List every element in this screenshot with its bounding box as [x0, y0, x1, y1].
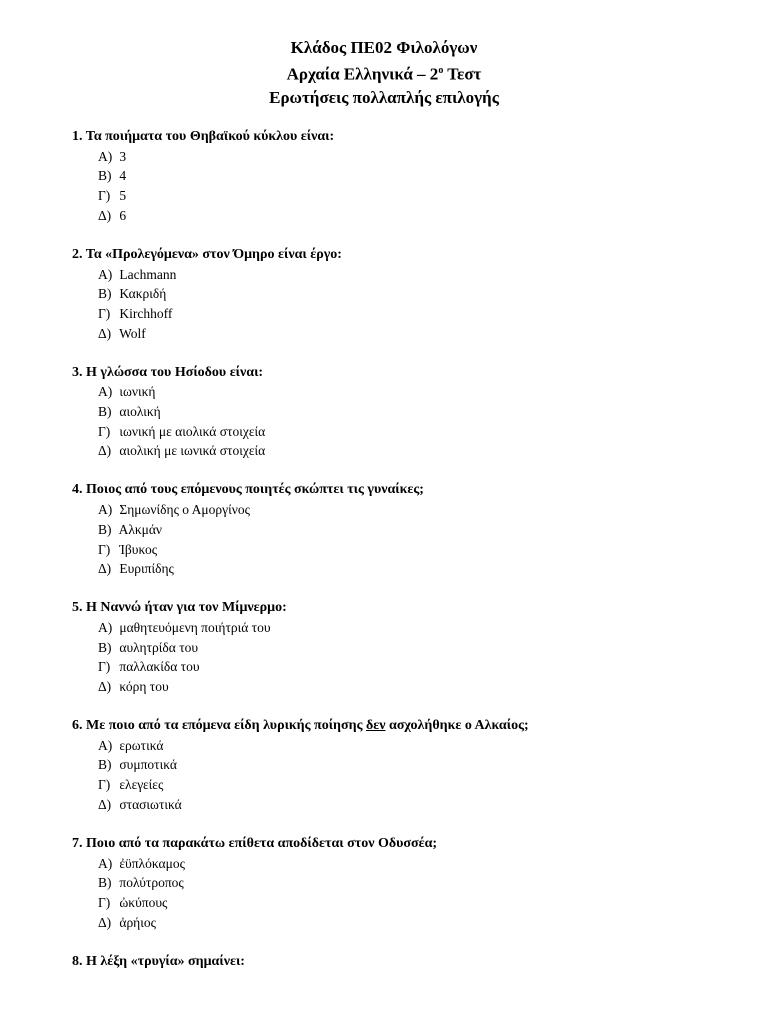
question-title-start: 6. Με ποιο από τα επόμενα είδη λυρικής ποίησης	[72, 718, 366, 734]
option-d	[72, 441, 712, 461]
option-b	[72, 873, 712, 893]
option-text: Lachmann	[119, 266, 177, 282]
option-a	[72, 854, 712, 874]
question-title: 5. Η Ναννώ ήταν για τον Μίμνερμο:	[72, 600, 287, 616]
option-text: ερωτικά	[119, 737, 164, 753]
option-text: 6	[119, 207, 127, 223]
question-5	[72, 598, 712, 697]
option-text: παλλακίδα του	[119, 659, 200, 675]
option-d	[72, 206, 712, 226]
question-list	[72, 127, 712, 991]
question-title: 3. Η γλώσσα του Ησίοδου είναι:	[72, 364, 264, 380]
option-b	[72, 402, 712, 422]
question-4	[72, 480, 712, 579]
question-8	[72, 952, 712, 972]
option-letter: Γ)	[98, 188, 111, 204]
option-letter: Δ)	[98, 561, 112, 577]
option-letter: Β)	[98, 168, 112, 184]
option-c	[72, 775, 712, 795]
header-test-title-main: Αρχαία Ελληνικά – 2	[286, 64, 439, 84]
option-text: ιωνική με αιολικά στοιχεία	[119, 423, 266, 439]
option-c	[72, 540, 712, 560]
option-text: αιολική	[119, 404, 161, 420]
option-b	[72, 638, 712, 658]
option-text: αυλητρίδα του	[119, 639, 199, 655]
option-letter: Δ)	[98, 207, 112, 223]
question-title: 2. Τα «Προλεγόμενα» στον Όμηρο είναι έργο:	[72, 246, 342, 262]
option-letter: Γ)	[98, 305, 111, 321]
question-3	[72, 363, 712, 462]
option-text: ἐϋπλόκαμος	[119, 855, 185, 871]
option-letter: Δ)	[98, 796, 112, 812]
header-department: Κλάδος ΠΕ02 Φιλολόγων	[290, 38, 478, 57]
option-letter: Γ)	[98, 541, 111, 557]
option-letter: Β)	[98, 757, 112, 773]
question-title: 8. Η λέξη «τρυγία» σημαίνει:	[72, 953, 245, 969]
option-c	[72, 304, 712, 324]
option-text: 3	[119, 148, 127, 164]
option-b	[72, 284, 712, 304]
option-a	[72, 736, 712, 756]
option-letter: Β)	[98, 639, 112, 655]
option-letter: Δ)	[98, 443, 112, 459]
option-text: Wolf	[119, 325, 146, 341]
option-text: ελεγείες	[119, 777, 164, 793]
option-text: Σημωνίδης ο Αμοργίνος	[119, 502, 250, 518]
header-test-title-suffix: Τεστ	[443, 64, 482, 84]
option-letter: Γ)	[98, 777, 111, 793]
option-letter: Α)	[98, 384, 113, 400]
question-title-emphasis: δεν	[365, 718, 386, 734]
option-text: 4	[119, 168, 127, 184]
option-b	[72, 520, 712, 540]
option-letter: Α)	[98, 855, 113, 871]
question-title: 4. Ποιος από τους επόμενους ποιητές σκώπτει τις γυναίκες;	[72, 482, 424, 498]
option-a	[72, 147, 712, 167]
option-a	[72, 618, 712, 638]
option-letter: Β)	[98, 286, 112, 302]
option-c	[72, 657, 712, 677]
option-d	[72, 795, 712, 815]
option-letter: Β)	[98, 521, 112, 537]
option-letter: Α)	[98, 619, 113, 635]
option-text: ιωνική	[119, 384, 156, 400]
header-test-title-sup: ο	[438, 65, 444, 76]
header-subtitle: Ερωτήσεις πολλαπλής επιλογής	[269, 87, 499, 107]
question-title: 1. Τα ποιήματα του Θηβαϊκού κύκλου είναι:	[72, 129, 335, 144]
option-letter: Β)	[98, 404, 112, 420]
option-c	[72, 893, 712, 913]
option-d	[72, 559, 712, 579]
option-c	[72, 422, 712, 442]
option-text: στασιωτικά	[119, 796, 182, 812]
option-letter: Δ)	[98, 914, 112, 930]
option-text: Αλκμάν	[118, 521, 163, 537]
option-letter: Γ)	[98, 423, 111, 439]
option-letter: Δ)	[98, 679, 112, 695]
option-letter: Α)	[98, 737, 113, 753]
option-letter: Γ)	[98, 659, 111, 675]
question-6	[72, 716, 712, 815]
option-letter: Γ)	[98, 894, 111, 910]
option-text: κόρη του	[119, 679, 169, 695]
question-2	[72, 245, 712, 344]
option-d	[72, 324, 712, 344]
option-text: πολύτροπος	[119, 875, 184, 891]
option-b	[72, 755, 712, 775]
option-letter: Α)	[98, 148, 113, 164]
option-text: Ευριπίδης	[119, 561, 174, 577]
option-c	[72, 186, 712, 206]
option-d	[72, 677, 712, 697]
option-text: ὠκύπους	[119, 894, 168, 910]
option-text: Κακριδή	[119, 286, 167, 302]
question-title: 7. Ποιο από τα παρακάτω επίθετα αποδίδεται στον Οδυσσέα;	[72, 835, 438, 851]
question-1	[72, 127, 712, 226]
option-text: ἀρήιος	[119, 914, 156, 930]
option-d	[72, 913, 712, 933]
option-letter: Α)	[98, 266, 113, 282]
option-text: αιολική με ιωνικά στοιχεία	[119, 443, 266, 459]
option-text: μαθητευόμενη ποιήτριά του	[119, 619, 271, 635]
option-letter: Δ)	[98, 325, 112, 341]
option-a	[72, 500, 712, 520]
option-text: 5	[119, 188, 127, 204]
option-letter: Α)	[98, 502, 113, 518]
question-title-end: ασχολήθηκε ο Αλκαίος;	[385, 718, 529, 734]
option-b	[72, 166, 712, 186]
option-text: συμποτικά	[119, 757, 177, 773]
document-header	[0, 36, 768, 109]
question-title	[72, 716, 712, 736]
option-text: Ίβυκος	[119, 541, 158, 557]
option-letter: Β)	[98, 875, 112, 891]
option-text: Kirchhoff	[119, 305, 173, 321]
question-7	[72, 834, 712, 933]
option-a	[72, 265, 712, 285]
option-a	[72, 382, 712, 402]
header-test-title	[0, 59, 768, 86]
